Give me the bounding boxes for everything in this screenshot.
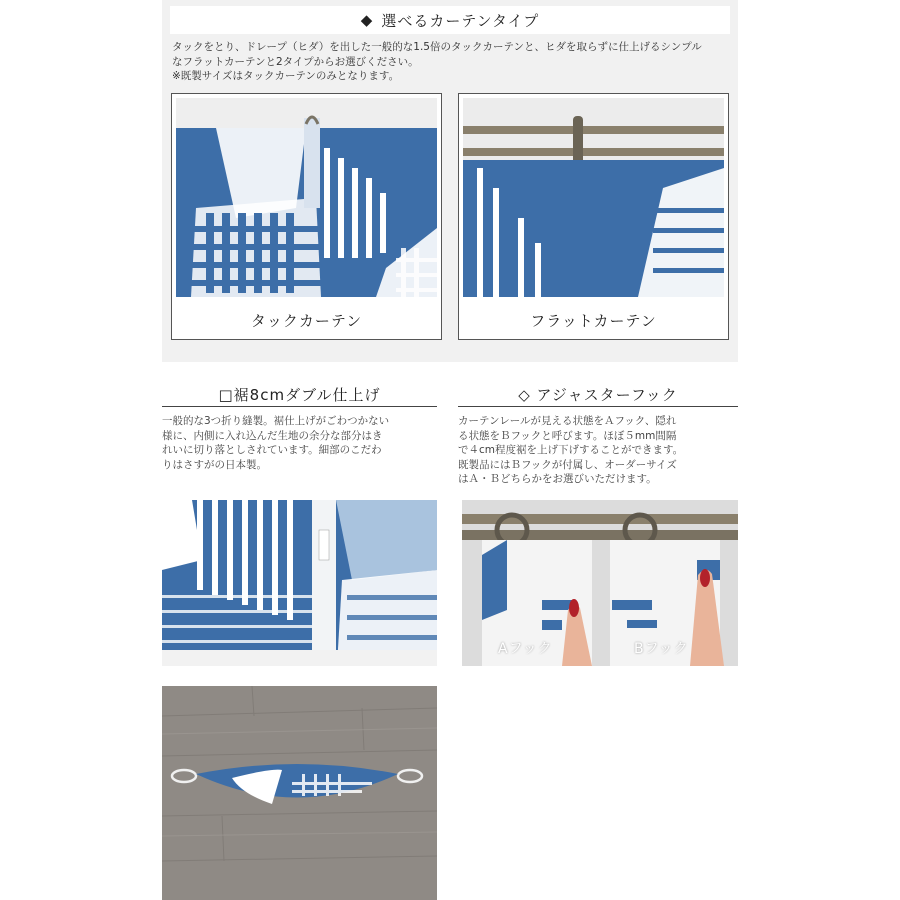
hem-text-line: 一般的な3つ折り縫製。裾仕上げがごわつかない bbox=[162, 415, 390, 427]
hem-text-line: れいに切り落としされています。細部のこだわ bbox=[162, 444, 382, 456]
a-hook-label: Aフック bbox=[498, 641, 553, 657]
flat-curtain-label: フラットカーテン bbox=[530, 311, 657, 330]
hook-text-line: る状態をＢフックと呼びます。ほぼ５mm間隔 bbox=[458, 429, 677, 442]
tuck-curtain-photo bbox=[176, 98, 437, 297]
hook-text-line: カーテンレールが見える状態をＡフック、隠れ bbox=[458, 415, 677, 427]
section-title-bar bbox=[170, 6, 730, 34]
tuck-curtain-label: タックカーテン bbox=[250, 311, 363, 330]
hem-text-line: りはさすがの日本製。 bbox=[162, 458, 267, 471]
hem-section-text bbox=[162, 414, 442, 472]
section-title: 選べるカーテンタイプ bbox=[381, 11, 540, 30]
intro-line: タックをとり、ドレープ（ヒダ）を出した一般的な1.5倍のタックカーテンと、ヒダを取らずに仕上げるシンプル bbox=[172, 41, 702, 53]
hem-section-divider bbox=[162, 406, 437, 407]
flat-curtain-photo bbox=[463, 98, 724, 297]
b-hook-label: Bフック bbox=[634, 641, 689, 657]
hem-section-title: □裾8cmダブル仕上げ bbox=[218, 386, 381, 404]
adjuster-hook-photo bbox=[462, 500, 738, 666]
intro-line: ※既製サイズはタックカーテンのみとなります。 bbox=[172, 70, 400, 82]
intro-text bbox=[172, 40, 732, 84]
black-diamond-icon: ◆ bbox=[360, 11, 374, 29]
hook-section-divider bbox=[458, 406, 738, 407]
hem-text-line: 様に、内側に入れ込んだ生地の余分な部分はき bbox=[162, 429, 383, 442]
flat-curtain-card bbox=[458, 93, 729, 340]
hook-text-line: 既製品にはＢフックが付属し、オーダーサイズ bbox=[458, 458, 677, 471]
hem-photo bbox=[162, 500, 437, 666]
intro-line: なフラットカーテンと2タイプからお選びください。 bbox=[172, 55, 419, 68]
hook-section-text bbox=[458, 414, 738, 487]
hook-section-title: ◇ アジャスターフック bbox=[518, 386, 678, 404]
hook-text-line: はＡ・Ｂどちらかをお選びいただけます。 bbox=[458, 473, 657, 485]
tuck-curtain-card bbox=[171, 93, 442, 340]
hook-text-line: で４cm程度裾を上げ下げすることができます。 bbox=[458, 444, 684, 456]
tieback-photo bbox=[162, 686, 437, 900]
